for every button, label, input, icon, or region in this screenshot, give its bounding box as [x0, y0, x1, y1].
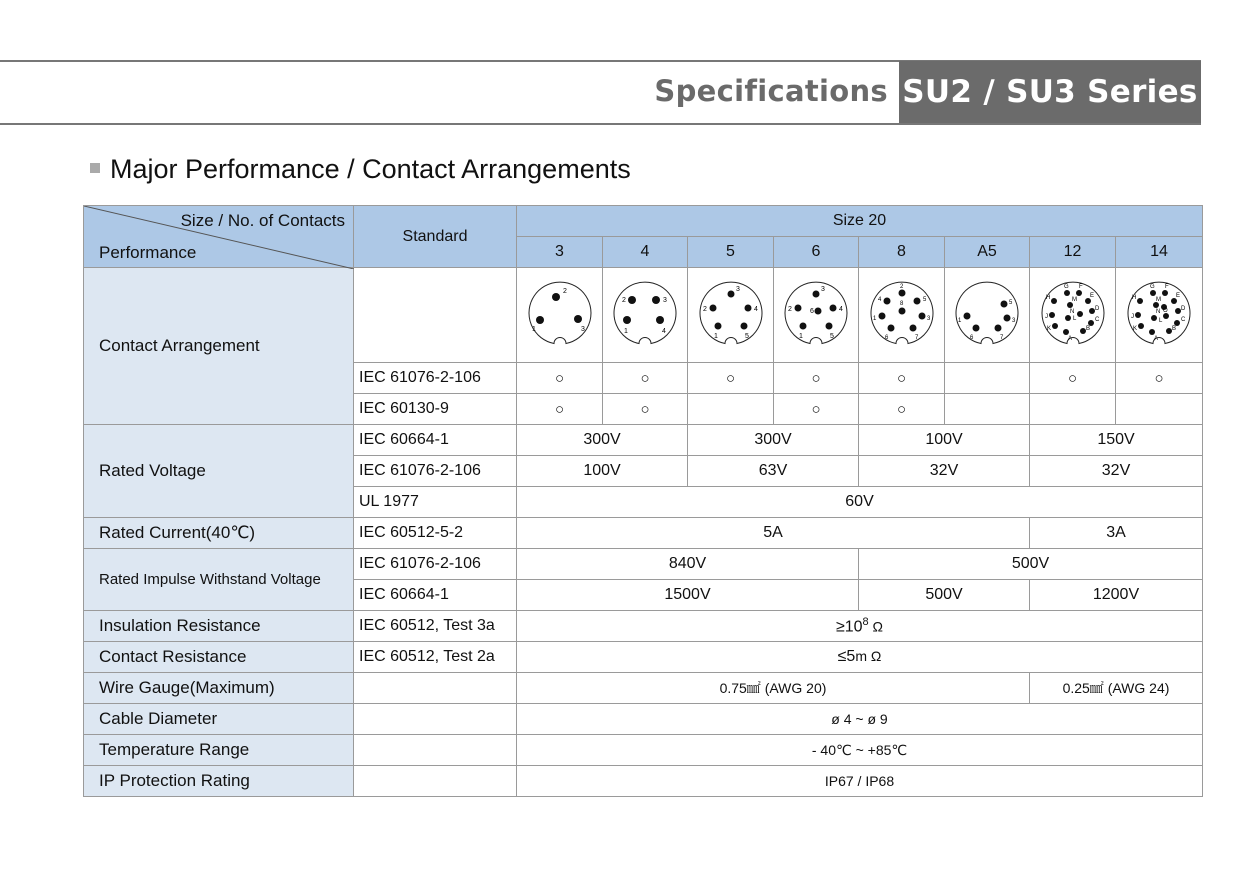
connector-face-12-pin-icon [1040, 280, 1106, 350]
compliance-mark [945, 394, 1030, 425]
contact-arrangement-row [84, 268, 1203, 363]
insulation-exponent: 8 [862, 615, 869, 628]
compliance-mark: ○ [1116, 363, 1203, 394]
wire-gauge-row [84, 673, 1203, 704]
pin-diagram-6 [774, 268, 859, 363]
value-cell: 1200V [1030, 580, 1203, 611]
value-cell: IP67 / IP68 [517, 766, 1203, 797]
connector-face-4-pin-icon [612, 280, 678, 350]
contacts-header-cell: 4 [603, 237, 688, 268]
pin-label: 1 [531, 326, 536, 333]
standard-cell: IEC 60512, Test 3a [354, 611, 517, 642]
pin-label: 6 [810, 308, 814, 315]
standard-cell: IEC 60512-5-2 [354, 518, 517, 549]
compliance-mark [945, 363, 1030, 394]
pin-label: B [1085, 326, 1090, 332]
cable-diameter-label: Cable Diameter [84, 704, 354, 735]
pin-label: D [1094, 306, 1099, 312]
insulation-row [84, 611, 1203, 642]
connector-face-3-pin-icon [527, 280, 593, 350]
rated-current-row [84, 518, 1203, 549]
value-cell [517, 642, 1203, 673]
header-rule-bottom [0, 123, 1201, 125]
value-cell: 840V [517, 549, 859, 580]
insulation-unit: Ω [868, 618, 884, 635]
pin-label: 3 [663, 297, 667, 304]
pin-label: N [1156, 309, 1161, 315]
standard-cell: IEC 60512, Test 2a [354, 642, 517, 673]
header-series-badge: SU2 / SU3 Series [899, 61, 1201, 123]
pin-label: L [1072, 316, 1076, 322]
pin-label: 2 [622, 297, 626, 304]
value-cell: 5A [517, 518, 1030, 549]
pin-label: 5 [744, 333, 749, 340]
pin-label: 1 [958, 318, 962, 324]
connector-face-a5-pin-icon [954, 280, 1020, 350]
connector-face-5-pin-icon [698, 280, 764, 350]
standard-cell: IEC 61076-2-106 [354, 456, 517, 487]
compliance-mark [688, 394, 774, 425]
contact-resistance-value: ≤5 [837, 648, 856, 665]
pin-label: 4 [877, 297, 881, 303]
value-cell: 32V [859, 456, 1030, 487]
compliance-mark: ○ [1030, 363, 1116, 394]
pin-label: 7 [1000, 335, 1004, 341]
pin-diagram-3 [517, 268, 603, 363]
pin-diagram-8 [859, 268, 945, 363]
pin-label: M [1156, 297, 1161, 303]
pin-diagram-4 [603, 268, 688, 363]
pin-label: N [1069, 309, 1074, 315]
pin-label: 3 [821, 286, 825, 293]
cable-diameter-row [84, 704, 1203, 735]
pin-label: 5 [922, 297, 926, 303]
pin-label: O [1163, 308, 1168, 314]
pin-label: H [1045, 295, 1050, 301]
pin-label: 3 [1012, 318, 1016, 324]
compliance-mark: ○ [688, 363, 774, 394]
value-cell: - 40℃ ~ +85℃ [517, 735, 1203, 766]
pin-label: E [1176, 293, 1181, 299]
compliance-mark: ○ [517, 363, 603, 394]
pin-label: H [1132, 295, 1137, 301]
value-cell: 500V [859, 580, 1030, 611]
pin-label: 1 [713, 333, 718, 340]
pin-label: 2 [702, 306, 707, 313]
value-cell: 63V [688, 456, 859, 487]
pin-label: 4 [753, 306, 758, 313]
standard-cell: IEC 60130-9 [354, 394, 517, 425]
pin-label: 4 [662, 328, 666, 335]
pin-label: 4 [839, 306, 843, 313]
corner-bottom-label: Performance [99, 243, 197, 262]
wire-gauge-label: Wire Gauge(Maximum) [84, 673, 354, 704]
pin-label: 2 [899, 284, 903, 290]
connector-face-8-pin-icon [869, 280, 935, 350]
pin-label: M [1071, 297, 1077, 303]
pin-label: C [1181, 317, 1186, 323]
pin-label: 7 [914, 335, 918, 341]
pin-diagram-5 [688, 268, 774, 363]
empty-standard-cell [354, 673, 517, 704]
compliance-mark: ○ [774, 394, 859, 425]
value-cell: 300V [517, 425, 688, 456]
impulse-label: Rated Impulse Withstand Voltage [84, 549, 354, 611]
empty-standard-cell [354, 268, 517, 363]
compliance-mark: ○ [859, 394, 945, 425]
contact-resistance-label: Contact Resistance [84, 642, 354, 673]
value-cell: 3A [1030, 518, 1203, 549]
pin-label: F [1078, 284, 1083, 290]
value-cell: 100V [859, 425, 1030, 456]
standard-cell: IEC 60664-1 [354, 425, 517, 456]
insulation-label: Insulation Resistance [84, 611, 354, 642]
impulse-row-1 [84, 549, 1203, 580]
compliance-mark: ○ [603, 363, 688, 394]
ip-rating-row [84, 766, 1203, 797]
contact-arrangement-label: Contact Arrangement [84, 268, 354, 425]
pin-label: 5 [1009, 300, 1013, 306]
empty-standard-cell [354, 735, 517, 766]
contacts-header-cell: A5 [945, 237, 1030, 268]
header-specifications: Specifications [654, 74, 888, 108]
standard-cell: IEC 60664-1 [354, 580, 517, 611]
insulation-value: ≥10 [835, 618, 863, 636]
pin-label: A [1154, 336, 1159, 342]
compliance-mark: ○ [774, 363, 859, 394]
pin-label: 1 [799, 333, 803, 340]
pin-label: K [1046, 326, 1051, 332]
pin-label: L [1159, 318, 1163, 324]
corner-top-label: Size / No. of Contacts [180, 211, 345, 230]
pin-label: 6 [884, 335, 888, 341]
rated-current-label: Rated Current(40℃) [84, 518, 354, 549]
contact-resistance-row [84, 642, 1203, 673]
value-cell: 32V [1030, 456, 1203, 487]
compliance-mark: ○ [859, 363, 945, 394]
pin-label: D [1181, 306, 1186, 312]
pin-label: E [1089, 293, 1094, 299]
standard-header: Standard [354, 206, 517, 268]
pin-label: 8 [899, 301, 903, 307]
contacts-header-cell: 12 [1030, 237, 1116, 268]
pin-label: J [1131, 314, 1134, 320]
pin-diagram-a5 [945, 268, 1030, 363]
pin-label: 1 [872, 316, 876, 322]
compliance-mark: ○ [517, 394, 603, 425]
value-cell: 0.75㎟ (AWG 20) [517, 673, 1030, 704]
pin-label: F [1165, 284, 1169, 290]
temperature-label: Temperature Range [84, 735, 354, 766]
contacts-header-cell: 3 [517, 237, 603, 268]
contacts-header-cell: 8 [859, 237, 945, 268]
pin-label: 3 [926, 316, 930, 322]
value-cell: 300V [688, 425, 859, 456]
pin-label: G [1150, 284, 1155, 290]
pin-label: A [1067, 336, 1072, 342]
contact-resistance-unit: m Ω [855, 648, 882, 664]
pin-label: 3 [735, 286, 740, 293]
value-cell: 150V [1030, 425, 1203, 456]
pin-label: 2 [788, 306, 792, 313]
contacts-header-cell: 6 [774, 237, 859, 268]
temperature-row [84, 735, 1203, 766]
corner-header-cell [84, 206, 354, 268]
size-group-header: Size 20 [517, 206, 1203, 237]
header-row-1 [84, 206, 1203, 237]
standard-cell: IEC 61076-2-106 [354, 549, 517, 580]
spec-table [83, 205, 1203, 797]
square-bullet-icon [90, 163, 100, 173]
pin-label: K [1133, 326, 1138, 332]
pin-label: C [1094, 317, 1099, 323]
value-cell: 100V [517, 456, 688, 487]
standard-cell: UL 1977 [354, 487, 517, 518]
ip-rating-label: IP Protection Rating [84, 766, 354, 797]
contacts-header-cell: 5 [688, 237, 774, 268]
pin-diagram-12 [1030, 268, 1116, 363]
rated-voltage-label: Rated Voltage [84, 425, 354, 518]
empty-standard-cell [354, 766, 517, 797]
empty-standard-cell [354, 704, 517, 735]
value-cell [517, 611, 1203, 642]
section-title-text: Major Performance / Contact Arrangements [110, 154, 631, 184]
pin-diagram-14 [1116, 268, 1203, 363]
pin-label: 1 [624, 328, 628, 335]
value-cell: 60V [517, 487, 1203, 518]
rated-voltage-row-1 [84, 425, 1203, 456]
pin-label: J [1044, 314, 1048, 320]
value-cell: 500V [859, 549, 1203, 580]
pin-label: B [1172, 326, 1177, 332]
compliance-mark [1116, 394, 1203, 425]
value-cell: 1500V [517, 580, 859, 611]
pin-label: 2 [562, 288, 567, 295]
standard-cell: IEC 61076-2-106 [354, 363, 517, 394]
compliance-mark [1030, 394, 1116, 425]
section-title [90, 154, 631, 185]
value-cell: 0.25㎟ (AWG 24) [1030, 673, 1203, 704]
pin-label: 3 [580, 326, 585, 333]
connector-face-6-pin-icon [783, 280, 849, 350]
connector-face-14-pin-icon [1126, 280, 1192, 350]
pin-label: 5 [830, 333, 834, 340]
pin-label: G [1063, 284, 1069, 290]
compliance-mark: ○ [603, 394, 688, 425]
value-cell: ø 4 ~ ø 9 [517, 704, 1203, 735]
contacts-header-cell: 14 [1116, 237, 1203, 268]
pin-label: 6 [970, 335, 974, 341]
